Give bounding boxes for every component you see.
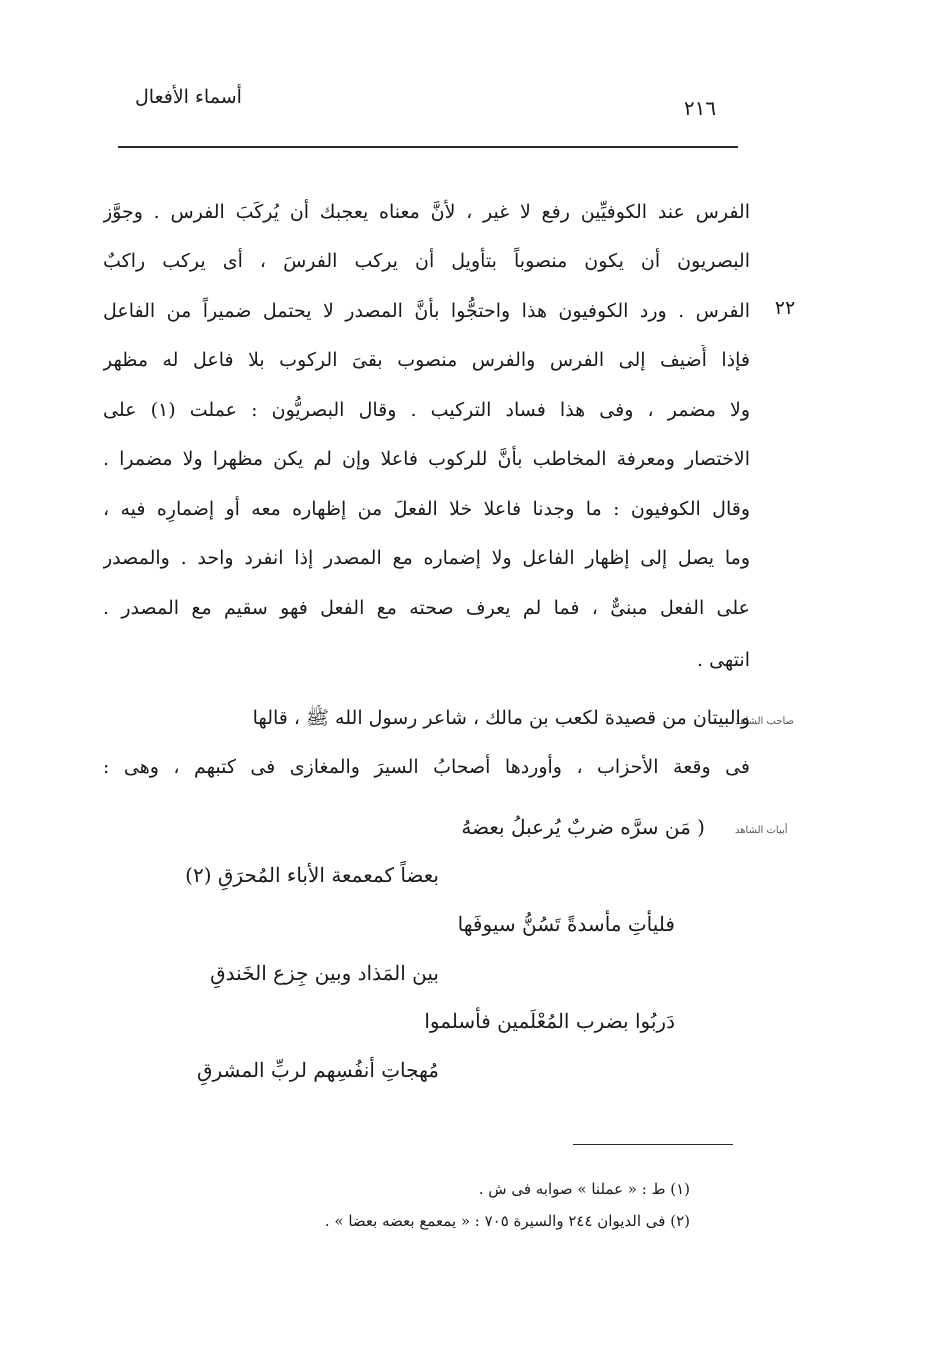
shahid-line-2: فى وقعة الأحزاب ، وأوردها أصحابُ السيرَ والمغازى فى كتبهم ، وهى : — [103, 756, 750, 778]
footnote-divider — [573, 1144, 733, 1145]
running-header-title: أسماء الأفعال — [135, 86, 242, 108]
body-line-6: الاختصار ومعرفة المخاطب بأنَّ للركوب فاعلا وإن لم يكن مظهرا ولا مضمرا . — [103, 448, 750, 470]
footnote-1: (١) ط : « عملنا » صوابه فى ش . — [478, 1180, 690, 1198]
page-number: ٢١٦ — [683, 96, 717, 120]
line-number-marker: ٢٢ — [774, 297, 796, 319]
header-divider — [118, 146, 738, 148]
verse-line-1: ( مَن سرَّه ضربٌ يُرعبلُ بعضهُ — [461, 815, 705, 839]
body-line-7: وقال الكوفيون : ما وجدنا فاعلا خلا الفعلَ من إظهاره معه أو إضمارِه فيه ، — [103, 498, 750, 520]
verse-line-4: بين المَذاد وبين جِزع الخَندقِ — [210, 961, 439, 985]
body-line-5: ولا مضمر ، وفى هذا فساد التركيب . وقال البصريُّون : عملت (١) على — [103, 399, 750, 421]
verse-line-5: دَربُوا بضرب المُعْلَمين فأسلموا — [424, 1009, 675, 1033]
shahid-line-1: والبيتان من قصيدة لكعب بن مالك ، شاعر رسول الله ﷺ ، قالها — [252, 707, 750, 729]
body-line-4: فإذا أُضيف إلى الفرس والفرس منصوب بقىَ الركوب بلا فاعل له مظهر — [103, 349, 750, 371]
body-line-10: انتهى . — [697, 649, 750, 671]
verse-line-3: فليأتِ مأسدةً تَسُنُّ سيوفَها — [457, 912, 675, 936]
body-line-9: على الفعل مبنىٌّ ، فما لم يعرف صحته مع الفعل فهو سقيم مع المصدر . — [103, 597, 750, 619]
body-line-3: الفرس . ورد الكوفيون هذا واحتجُّوا بأنَّ المصدر لا يحتمل ضميراً من الفاعل — [103, 300, 750, 322]
verse-line-2: بعضاً كمعمعة الأباء المُحرَقِ (٢) — [185, 863, 439, 887]
margin-note-author: صاحب الشاهد — [735, 716, 795, 727]
margin-note-verses: أبيات الشاهد — [735, 825, 788, 836]
body-line-1: الفرس عند الكوفيِّين رفع لا غير ، لأنَّ معناه يعجبك أن يُركَبَ الفرس . وجوَّز — [103, 201, 750, 223]
body-line-8: وما يصل إلى إظهار الفاعل ولا إضماره مع المصدر إذا انفرد واحد . والمصدر — [103, 547, 750, 569]
body-line-2: البصريون أن يكون منصوباً بتأويل أن يركب الفرسَ ، أى يركب راكبٌ — [103, 250, 750, 272]
verse-line-6: مُهجاتِ أنفُسِهم لربِّ المشرقِ — [196, 1058, 439, 1082]
footnote-2: (٢) فى الديوان ٢٤٤ والسيرة ٧٠٥ : « يمعمع بعضه بعضا » . — [324, 1212, 690, 1230]
